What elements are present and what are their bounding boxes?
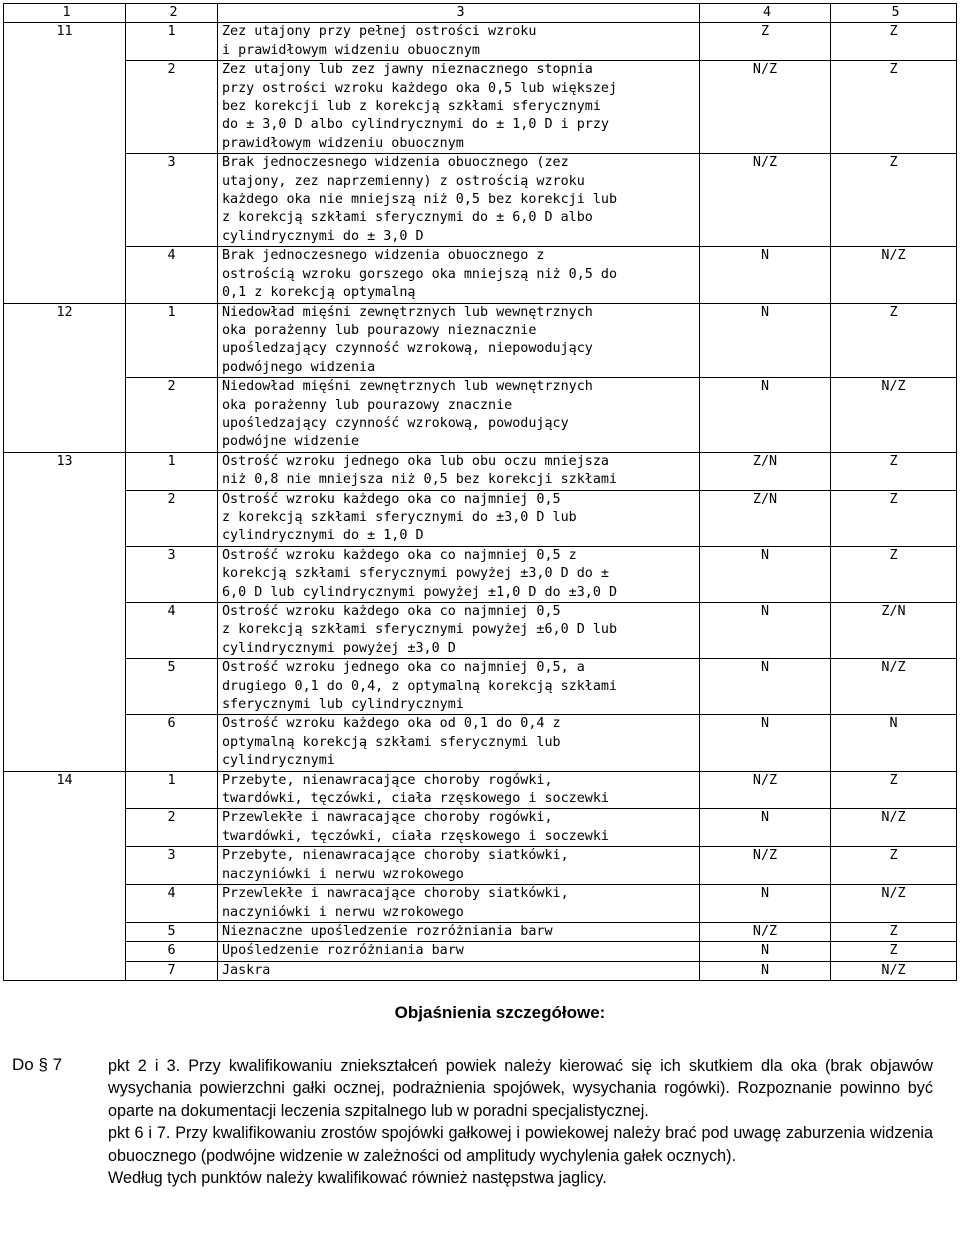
qualification-cell-col4: N (700, 715, 831, 771)
paragraph-reference-label: Do § 7 (12, 1055, 63, 1074)
qualification-cell-col4: N (700, 546, 831, 602)
condition-description-cell: Ostrość wzroku każdego oka co najmniej 0,5 z korekcją szkłami sferycznymi do ±3,0 D lub cylindrycznymi do ± 1,0 D (218, 490, 700, 546)
table-row (4, 303, 957, 378)
subitem-number-cell: 2 (126, 809, 218, 847)
qualification-cell-col4: N/Z (700, 771, 831, 809)
subitem-number-cell: 6 (126, 715, 218, 771)
table-row (4, 659, 957, 715)
qualification-cell-col5: Z (831, 847, 957, 885)
table-row (4, 247, 957, 303)
qualification-cell-col4: N (700, 961, 831, 980)
condition-description-cell: Ostrość wzroku każdego oka co najmniej 0,5 z korekcją szkłami sferycznymi powyżej ±6,0 D lub cylindrycznymi powyżej ±3,0 D (218, 603, 700, 659)
qualification-cell-col5: N/Z (831, 809, 957, 847)
qualification-cell-col5: N/Z (831, 885, 957, 923)
qualification-cell-col5: Z (831, 452, 957, 490)
column-header: 3 (218, 4, 700, 23)
table-row (4, 715, 957, 771)
qualification-cell-col4: N (700, 303, 831, 378)
condition-description-cell: Przewlekłe i nawracające choroby siatkówki, naczyniówki i nerwu wzrokowego (218, 885, 700, 923)
condition-description-cell: Niedowład mięśni zewnętrznych lub wewnętrznych oka porażenny lub pourazowy nieznacznie upośledzający czynność wzrokową, niepowodujący podwójnego widzenia (218, 303, 700, 378)
condition-description-cell: Ostrość wzroku jednego oka lub obu oczu mniejsza niż 0,8 nie mniejsza niż 0,5 bez korekcji szkłami (218, 452, 700, 490)
qualification-cell-col4: Z/N (700, 490, 831, 546)
table-row (4, 847, 957, 885)
subitem-number-cell: 3 (126, 546, 218, 602)
table-row (4, 61, 957, 154)
table-row (4, 885, 957, 923)
condition-description-cell: Upośledzenie rozróżniania barw (218, 942, 700, 961)
table-row (4, 942, 957, 961)
condition-description-cell: Jaskra (218, 961, 700, 980)
qualification-cell-col5: Z (831, 303, 957, 378)
table-row (4, 771, 957, 809)
category-number-cell: 13 (4, 452, 126, 771)
explanation-body (108, 1055, 933, 1189)
qualification-cell-col5: Z (831, 546, 957, 602)
table-row (4, 452, 957, 490)
condition-description-cell: Przebyte, nienawracające choroby siatkówki, naczyniówki i nerwu wzrokowego (218, 847, 700, 885)
condition-description-cell: Niedowład mięśni zewnętrznych lub wewnętrznych oka porażenny lub pourazowy znacznie upośledzający czynność wzrokową, powodujący podwójne widzenie (218, 378, 700, 453)
column-header: 4 (700, 4, 831, 23)
qualification-cell-col4: N (700, 659, 831, 715)
qualification-cell-col5: Z (831, 23, 957, 61)
condition-description-cell: Zez utajony lub zez jawny nieznacznego stopnia przy ostrości wzroku każdego oka 0,5 lub większej bez korekcji lub z korekcją szkłami sferycznymi do ± 3,0 D albo cylindrycznymi do ± 1,0 D i przy prawidłowym widzeniu obuocznym (218, 61, 700, 154)
table-row (4, 961, 957, 980)
qualification-cell-col5: Z (831, 942, 957, 961)
qualification-cell-col5: Z (831, 490, 957, 546)
table-row (4, 546, 957, 602)
condition-description-cell: Zez utajony przy pełnej ostrości wzroku i prawidłowym widzeniu obuocznym (218, 23, 700, 61)
explanation-paragraph: pkt 6 i 7. Przy kwalifikowaniu zrostów spojówki gałkowej i powiekowej należy brać pod uwagę zaburzenia widzenia obuocznego (podwójne widzenie w zależności od amplitudy wychylenia gałek ocznych). (108, 1124, 933, 1165)
qualification-cell-col5: Z (831, 154, 957, 247)
subitem-number-cell: 6 (126, 942, 218, 961)
qualification-cell-col4: N (700, 603, 831, 659)
qualification-cell-col4: Z (700, 23, 831, 61)
detailed-explanations (0, 1003, 960, 1188)
subitem-number-cell: 1 (126, 23, 218, 61)
column-header: 2 (126, 4, 218, 23)
explanation-paragraph: Według tych punktów należy kwalifikować również następstwa jaglicy. (108, 1169, 607, 1188)
qualification-cell-col5: Z (831, 61, 957, 154)
qualification-cell-col4: N (700, 247, 831, 303)
condition-description-cell: Brak jednoczesnego widzenia obuocznego z ostrością wzroku gorszego oka mniejszą niż 0,5 do 0,1 z korekcją optymalną (218, 247, 700, 303)
category-number-cell: 12 (4, 303, 126, 452)
subitem-number-cell: 1 (126, 303, 218, 378)
table-row (4, 154, 957, 247)
category-number-cell: 14 (4, 771, 126, 980)
qualification-cell-col5: N/Z (831, 961, 957, 980)
category-number-cell: 11 (4, 23, 126, 303)
qualification-cell-col5: Z/N (831, 603, 957, 659)
table-row (4, 490, 957, 546)
table-row (4, 378, 957, 453)
subitem-number-cell: 2 (126, 378, 218, 453)
column-header: 1 (4, 4, 126, 23)
subitem-number-cell: 4 (126, 603, 218, 659)
qualification-cell-col4: N (700, 378, 831, 453)
condition-description-cell: Ostrość wzroku każdego oka od 0,1 do 0,4 z optymalną korekcją szkłami sferycznymi lub cylindrycznymi (218, 715, 700, 771)
subitem-number-cell: 3 (126, 154, 218, 247)
subitem-number-cell: 5 (126, 659, 218, 715)
table-row (4, 809, 957, 847)
subitem-number-cell: 5 (126, 922, 218, 941)
subitem-number-cell: 2 (126, 490, 218, 546)
column-header: 5 (831, 4, 957, 23)
condition-description-cell: Ostrość wzroku każdego oka co najmniej 0,5 z korekcją szkłami sferycznymi powyżej ±3,0 D do ± 6,0 D lub cylindrycznymi powyżej ±1,0 D do ±3,0 D (218, 546, 700, 602)
subitem-number-cell: 4 (126, 247, 218, 303)
condition-description-cell: Przebyte, nienawracające choroby rogówki, twardówki, tęczówki, ciała rzęskowego i soczewki (218, 771, 700, 809)
qualification-cell-col5: Z (831, 771, 957, 809)
explanation-paragraph: pkt 2 i 3. Przy kwalifikowaniu zniekształceń powiek należy kierować się ich skutkiem dla oka (brak objawów wysychania powierzchni gałki ocznej, podrażnienia spojówek, wysychania rogówki). Rozpoznanie powinno być oparte na dokumentacji leczenia szpitalnego lub w poradni specjalistycznej. (108, 1057, 933, 1120)
qualification-cell-col4: N (700, 942, 831, 961)
explanations-title: Objaśnienia szczegółowe: (394, 1003, 606, 1022)
qualification-cell-col4: N (700, 885, 831, 923)
table-row (4, 23, 957, 61)
qualification-cell-col4: N/Z (700, 922, 831, 941)
table-row (4, 922, 957, 941)
qualification-cell-col4: Z/N (700, 452, 831, 490)
qualification-cell-col5: Z (831, 922, 957, 941)
condition-description-cell: Ostrość wzroku jednego oka co najmniej 0,5, a drugiego 0,1 do 0,4, z optymalną korekcją szkłami sferycznymi lub cylindrycznymi (218, 659, 700, 715)
qualification-cell-col5: N/Z (831, 247, 957, 303)
condition-description-cell: Brak jednoczesnego widzenia obuocznego (zez utajony, zez naprzemienny) z ostrością wzroku każdego oka nie mniejszą niż 0,5 bez korekcji lub z korekcją szkłami sferycznymi do ± 6,0 D albo cylindrycznymi do ± 3,0 D (218, 154, 700, 247)
qualification-cell-col5: N/Z (831, 659, 957, 715)
table-header-row (4, 4, 957, 23)
subitem-number-cell: 7 (126, 961, 218, 980)
qualification-table (3, 3, 957, 981)
condition-description-cell: Przewlekłe i nawracające choroby rogówki, twardówki, tęczówki, ciała rzęskowego i soczewki (218, 809, 700, 847)
subitem-number-cell: 3 (126, 847, 218, 885)
subitem-number-cell: 4 (126, 885, 218, 923)
qualification-cell-col5: N/Z (831, 378, 957, 453)
subitem-number-cell: 1 (126, 771, 218, 809)
subitem-number-cell: 1 (126, 452, 218, 490)
qualification-cell-col5: N (831, 715, 957, 771)
table-row (4, 603, 957, 659)
qualification-cell-col4: N (700, 809, 831, 847)
condition-description-cell: Nieznaczne upośledzenie rozróżniania barw (218, 922, 700, 941)
subitem-number-cell: 2 (126, 61, 218, 154)
qualification-cell-col4: N/Z (700, 154, 831, 247)
qualification-cell-col4: N/Z (700, 61, 831, 154)
qualification-cell-col4: N/Z (700, 847, 831, 885)
